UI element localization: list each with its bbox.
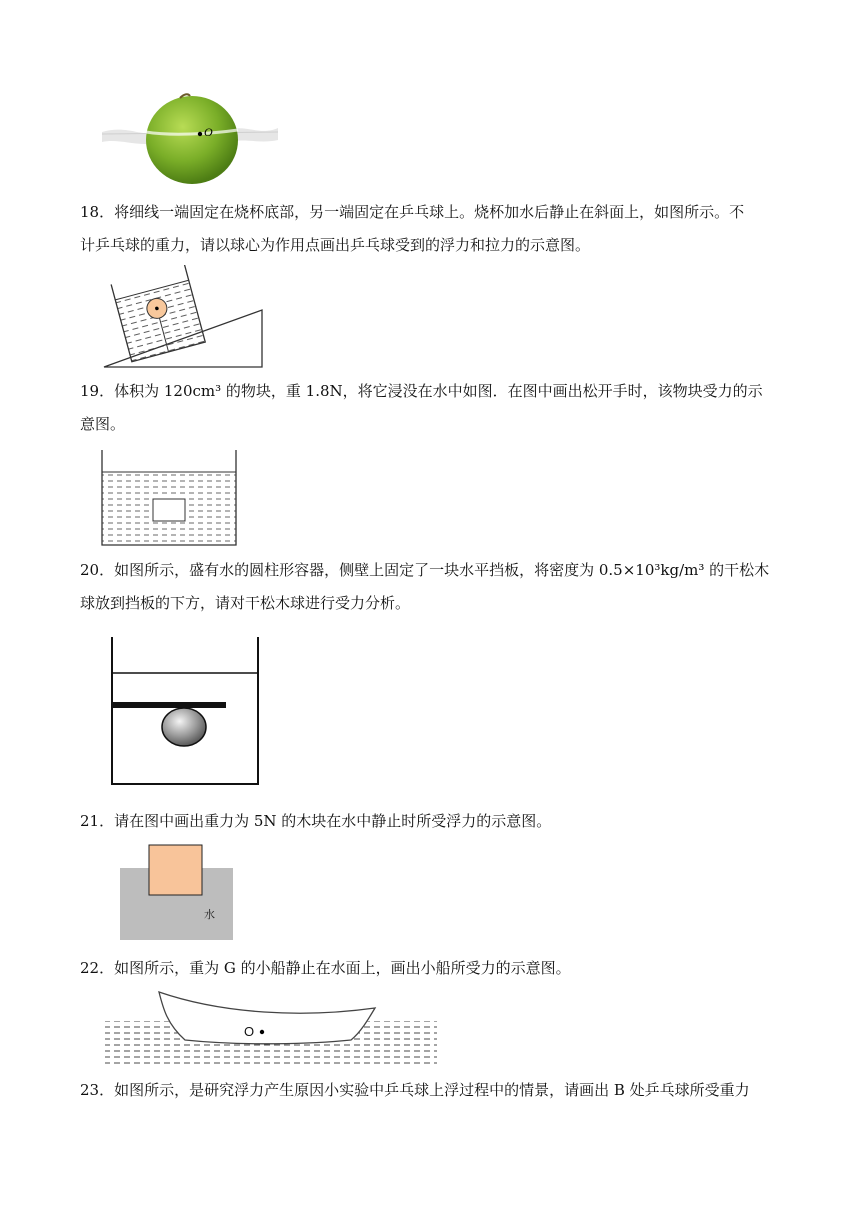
baffle bbox=[112, 702, 226, 708]
baffle-ball-figure bbox=[106, 635, 266, 787]
question-22-line-1: 22．如图所示，重为 G 的小船静止在水面上，画出小船所受力的示意图。 bbox=[80, 959, 571, 977]
beaker-incline-figure bbox=[100, 265, 270, 370]
wooden-block bbox=[149, 845, 202, 895]
question-19 bbox=[80, 375, 780, 441]
question-22 bbox=[80, 952, 780, 985]
question-20-line-2: 球放到挡板的下方，请对干松木球进行受力分析。 bbox=[80, 594, 411, 612]
apple bbox=[146, 96, 238, 184]
question-21 bbox=[80, 805, 780, 838]
question-18-line-1: 18．将细线一端固定在烧杯底部，另一端固定在乒乓球上。烧杯加水后静止在斜面上，如图所示。不 bbox=[80, 203, 745, 221]
question-23 bbox=[80, 1074, 780, 1107]
apple-point-label: O bbox=[204, 125, 213, 139]
question-19-line-2: 意图。 bbox=[80, 415, 126, 433]
question-21-line-1: 21．请在图中画出重力为 5N 的木块在水中静止时所受浮力的示意图。 bbox=[80, 812, 552, 830]
water-label: 水 bbox=[204, 909, 215, 921]
wooden-ball bbox=[162, 708, 206, 746]
question-19-line-1: 19．体积为 120cm³ 的物块，重 1.8N，将它浸没在水中如图．在图中画出松开手时，该物块受力的示 bbox=[80, 382, 763, 400]
floating-block-figure bbox=[118, 843, 236, 943]
question-18 bbox=[80, 196, 780, 262]
boat bbox=[159, 992, 375, 1044]
block bbox=[153, 499, 185, 521]
question-20-line-1: 20．如图所示，盛有水的圆柱形容器，侧壁上固定了一块水平挡板，将密度为 0.5×10³kg/m³ 的干松木 bbox=[80, 561, 770, 579]
boat-figure bbox=[103, 988, 439, 1070]
question-23-line-1: 23．如图所示，是研究浮力产生原因小实验中乒乓球上浮过程中的情景，请画出 B 处乒乓球所受重力 bbox=[80, 1081, 750, 1099]
submerged-block-figure bbox=[98, 448, 240, 548]
question-18-line-2: 计乒乓球的重力，请以球心为作用点画出乒乓球受到的浮力和拉力的示意图。 bbox=[80, 236, 591, 254]
boat-point-label: O bbox=[244, 1024, 255, 1039]
question-20 bbox=[80, 554, 780, 620]
apple-figure bbox=[100, 90, 280, 190]
